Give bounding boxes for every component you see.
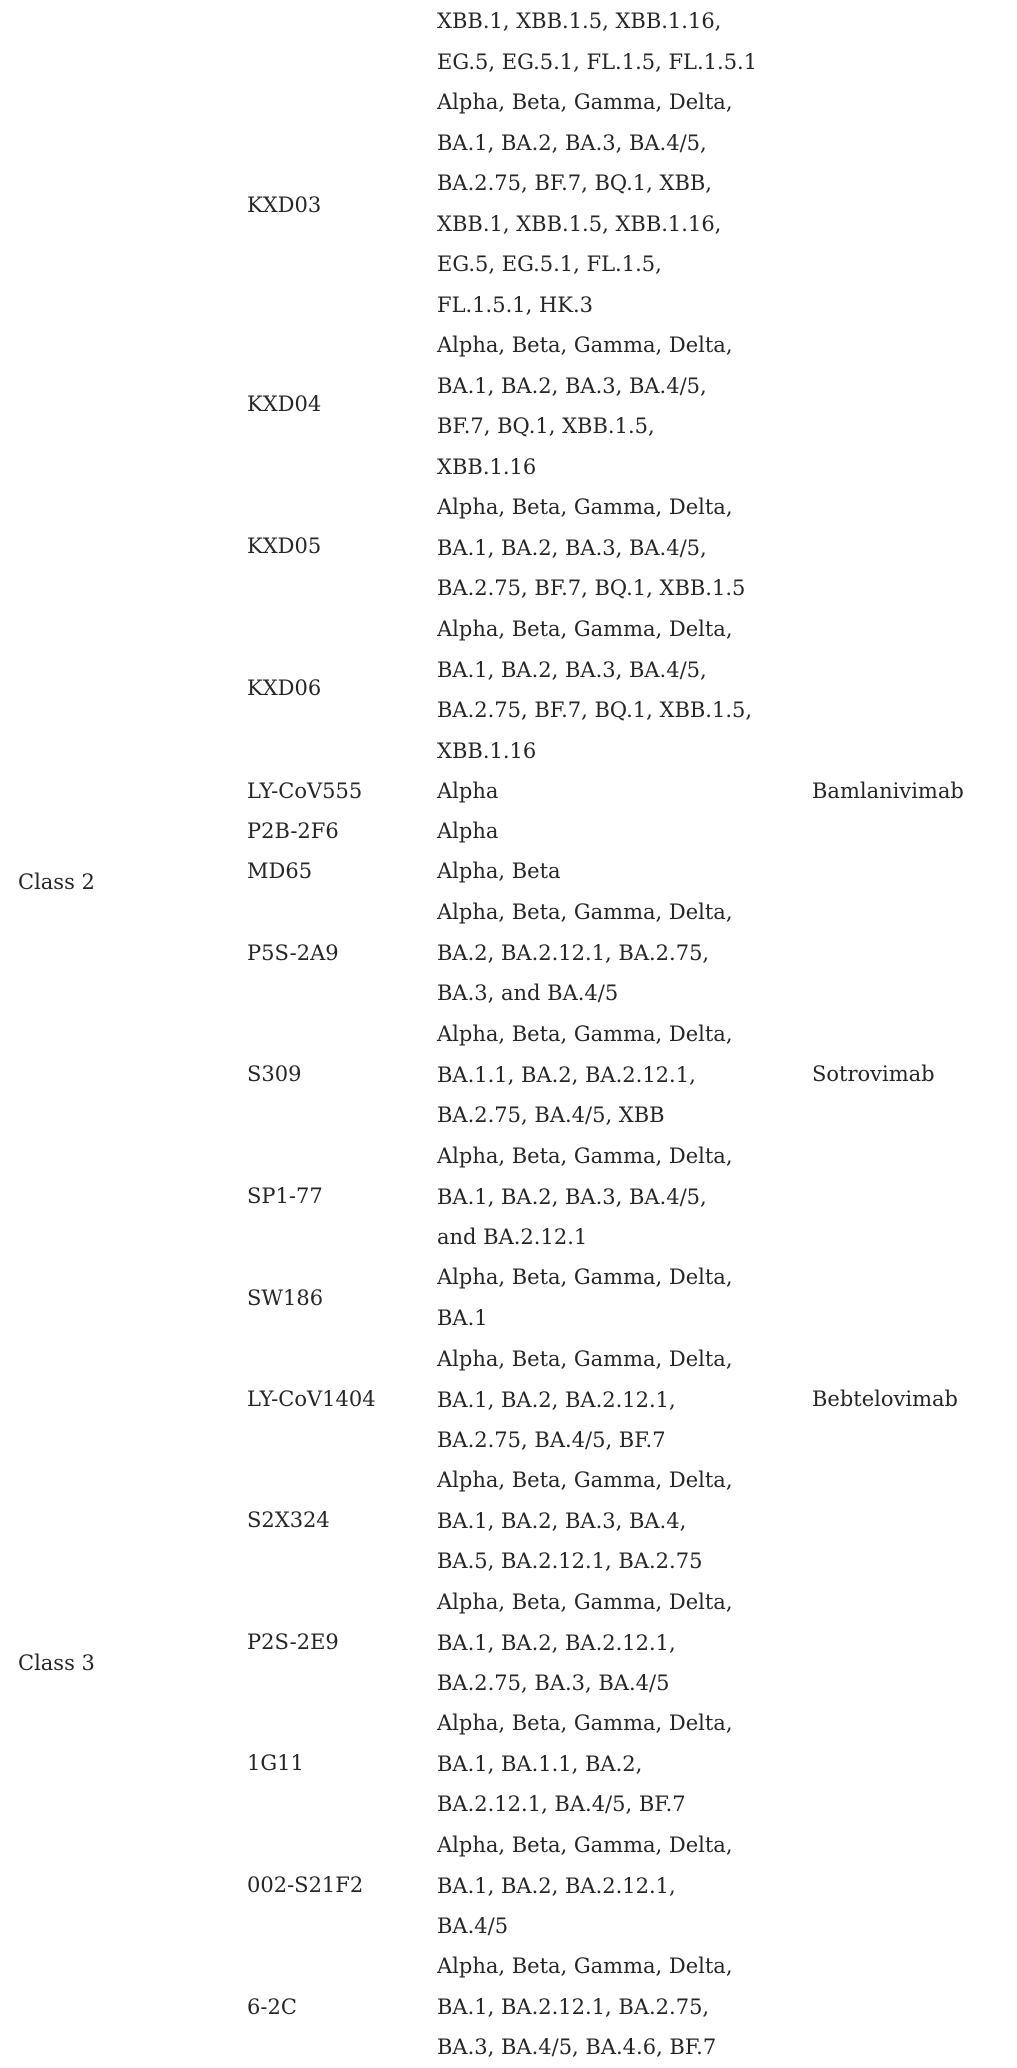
variants-line: BA.2.75, BA.4/5, XBB	[437, 1103, 665, 1127]
antibody-name: P2B-2F6	[247, 819, 339, 843]
variants-line: Alpha, Beta, Gamma, Delta,	[437, 1347, 733, 1371]
variants-cell	[437, 892, 807, 1014]
variants-line: BA.2.75, BA.3, BA.4/5	[437, 1671, 670, 1695]
variants-cell	[437, 487, 807, 609]
variants-cell	[437, 1460, 807, 1582]
drug-name: Bebtelovimab	[812, 1387, 958, 1411]
variants-line: BA.2.75, BF.7, BQ.1, XBB.1.5	[437, 576, 746, 600]
variants-line: BA.3, and BA.4/5	[437, 981, 619, 1005]
variants-line: BA.1	[437, 1305, 488, 1330]
variants-line: BA.1, BA.1.1, BA.2,	[437, 1751, 643, 1776]
antibody-name: P2S-2E9	[247, 1630, 339, 1654]
class-label: Class 2	[18, 870, 95, 894]
variants-line: XBB.1, XBB.1.5, XBB.1.16,	[437, 211, 722, 236]
antibody-name: S2X324	[247, 1508, 330, 1532]
drug-name: Sotrovimab	[812, 1062, 935, 1086]
antibody-name: LY-CoV1404	[247, 1387, 376, 1411]
variants-line: Alpha, Beta, Gamma, Delta,	[437, 90, 733, 114]
variants-line: Alpha, Beta, Gamma, Delta,	[437, 900, 733, 924]
variants-cell	[437, 1946, 807, 2068]
variants-line: Alpha, Beta, Gamma, Delta,	[437, 495, 733, 519]
variants-line: BF.7, BQ.1, XBB.1.5,	[437, 414, 655, 438]
antibody-name: SP1-77	[247, 1184, 323, 1208]
variants-line: Alpha, Beta, Gamma, Delta,	[437, 617, 733, 641]
antibody-name: KXD05	[247, 534, 322, 558]
variants-line: Alpha	[437, 819, 499, 843]
variants-cell	[437, 1257, 807, 1338]
variants-line: BA.1, BA.2, BA.2.12.1,	[437, 1387, 676, 1412]
variants-line: BA.5, BA.2.12.1, BA.2.75	[437, 1549, 703, 1573]
variants-cell	[437, 1339, 807, 1461]
variants-cell	[437, 609, 807, 771]
variants-line: XBB.1.16	[437, 738, 537, 763]
variants-line: Alpha, Beta, Gamma, Delta,	[437, 1954, 733, 1978]
antibody-name: 002-S21F2	[247, 1873, 364, 1897]
variants-cell	[437, 1136, 807, 1258]
variants-line: BA.4/5	[437, 1914, 509, 1938]
antibody-name: KXD06	[247, 676, 322, 700]
variants-line: BA.2.12.1, BA.4/5, BF.7	[437, 1792, 686, 1816]
variants-line: XBB.1.16	[437, 454, 537, 479]
variants-line: EG.5, EG.5.1, FL.1.5, FL.1.5.1	[437, 49, 758, 74]
variants-line: BA.2.75, BA.4/5, BF.7	[437, 1428, 666, 1452]
antibody-name: S309	[247, 1062, 302, 1086]
variants-line: Alpha, Beta	[437, 859, 561, 883]
variants-line: BA.1, BA.2.12.1, BA.2.75,	[437, 1994, 710, 2019]
antibody-name: KXD03	[247, 193, 322, 217]
variants-cell	[437, 1703, 807, 1825]
antibody-name: 1G11	[247, 1751, 304, 1775]
variants-line: BA.1, BA.2, BA.3, BA.4/5,	[437, 130, 707, 155]
variants-cell	[437, 1825, 807, 1947]
variants-line: XBB.1, XBB.1.5, XBB.1.16,	[437, 9, 722, 33]
variants-line: BA.1, BA.2, BA.3, BA.4/5,	[437, 373, 707, 398]
variants-line: BA.1, BA.2, BA.3, BA.4/5,	[437, 535, 707, 560]
variants-line: BA.1, BA.2, BA.3, BA.4/5,	[437, 657, 707, 682]
variants-line: Alpha, Beta, Gamma, Delta,	[437, 1590, 733, 1614]
class-label: Class 3	[18, 1651, 95, 1675]
variants-line: Alpha, Beta, Gamma, Delta,	[437, 1144, 733, 1168]
variants-cell	[437, 82, 807, 325]
antibody-name: 6-2C	[247, 1995, 297, 2019]
variants-line: Alpha, Beta, Gamma, Delta,	[437, 1265, 733, 1289]
variants-cell	[437, 811, 807, 852]
variants-cell	[437, 1582, 807, 1704]
variants-line: Alpha, Beta, Gamma, Delta,	[437, 333, 733, 357]
variants-line: BA.3, BA.4/5, BA.4.6, BF.7	[437, 2035, 717, 2059]
variants-line: BA.1.1, BA.2, BA.2.12.1,	[437, 1062, 696, 1087]
variants-cell	[437, 851, 807, 892]
antibody-name: LY-CoV555	[247, 779, 363, 803]
drug-name: Bamlanivimab	[812, 779, 964, 803]
variants-cell	[437, 1, 807, 82]
variants-line: BA.1, BA.2, BA.2.12.1,	[437, 1873, 676, 1898]
variants-line: FL.1.5.1, HK.3	[437, 292, 594, 317]
variants-line: BA.2.75, BF.7, BQ.1, XBB,	[437, 171, 712, 195]
variants-line: BA.1, BA.2, BA.2.12.1,	[437, 1630, 676, 1655]
variants-line: Alpha, Beta, Gamma, Delta,	[437, 1833, 733, 1857]
variants-line: Alpha, Beta, Gamma, Delta,	[437, 1022, 733, 1046]
variants-line: EG.5, EG.5.1, FL.1.5,	[437, 252, 662, 276]
variants-cell	[437, 325, 807, 487]
antibody-name: KXD04	[247, 392, 322, 416]
variants-line: BA.1, BA.2, BA.3, BA.4/5,	[437, 1184, 707, 1209]
antibody-name: MD65	[247, 859, 313, 883]
variants-line: Alpha, Beta, Gamma, Delta,	[437, 1468, 733, 1492]
variants-line: BA.2.75, BF.7, BQ.1, XBB.1.5,	[437, 698, 753, 722]
variants-line: Alpha	[437, 779, 499, 803]
variants-line: Alpha, Beta, Gamma, Delta,	[437, 1711, 733, 1735]
variants-cell	[437, 1014, 807, 1136]
variants-line: and BA.2.12.1	[437, 1225, 588, 1249]
antibody-name: P5S-2A9	[247, 941, 339, 965]
antibody-name: SW186	[247, 1286, 324, 1310]
variants-cell	[437, 771, 807, 812]
variants-line: BA.1, BA.2, BA.3, BA.4,	[437, 1508, 687, 1533]
variants-line: BA.2, BA.2.12.1, BA.2.75,	[437, 940, 710, 965]
